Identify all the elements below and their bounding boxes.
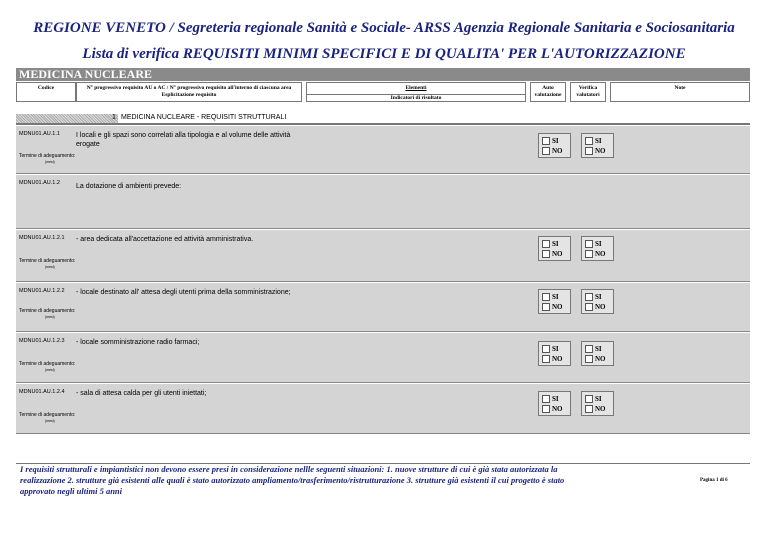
- checkbox-icon[interactable]: [585, 240, 593, 248]
- checkbox-icon[interactable]: [585, 137, 593, 145]
- requirement-code: MDNU01.AU.1.2.3: [19, 338, 65, 344]
- auto-no-option[interactable]: NO: [542, 303, 563, 311]
- checkbox-icon[interactable]: [542, 355, 550, 363]
- termine-adeguamento: Termine di adeguamento: (mesi): [19, 258, 76, 269]
- header-verifica: Verifica valutatori: [570, 82, 606, 102]
- termine-adeguamento: Termine di adeguamento: (mesi): [19, 308, 76, 319]
- header-elementi: Elementi Indicatori di risultato: [306, 82, 526, 102]
- auto-valutazione-box: [538, 289, 571, 314]
- termine-adeguamento: Termine di adeguamento: (mesi): [19, 412, 76, 423]
- header-progressivo: N° progressivo requisito AU o AC / N° progressivo requisito all'interno di ciascuna area Esplicitazione requisito: [76, 82, 302, 102]
- verifica-si-option[interactable]: SI: [585, 240, 602, 248]
- requirement-row: [16, 333, 750, 383]
- requirement-code: MDNU01.AU.1.2: [19, 180, 60, 186]
- requirement-row: [16, 230, 750, 282]
- auto-si-option[interactable]: SI: [542, 395, 559, 403]
- checkbox-icon[interactable]: [585, 355, 593, 363]
- verifica-box: [581, 133, 614, 158]
- auto-valutazione-box: [538, 341, 571, 366]
- subsection-hatch: [16, 114, 118, 123]
- requirement-desc: - locale destinato all' attesa degli utenti prima della somministrazione;: [76, 289, 291, 296]
- verifica-no-option[interactable]: NO: [585, 355, 606, 363]
- auto-valutazione-box: [538, 236, 571, 261]
- checkbox-icon[interactable]: [585, 345, 593, 353]
- verifica-box: [581, 289, 614, 314]
- requirement-row: [16, 126, 750, 174]
- auto-si-option[interactable]: SI: [542, 345, 559, 353]
- verifica-no-option[interactable]: NO: [585, 405, 606, 413]
- auto-si-option[interactable]: SI: [542, 137, 559, 145]
- verifica-box: [581, 391, 614, 416]
- verifica-box: [581, 341, 614, 366]
- requirement-desc: - area dedicata all'accettazione ed attività amministrativa.: [76, 236, 254, 243]
- auto-no-option[interactable]: NO: [542, 355, 563, 363]
- checkbox-icon[interactable]: [542, 250, 550, 258]
- subsection-divider: [16, 123, 750, 125]
- auto-no-option[interactable]: NO: [542, 147, 563, 155]
- requirement-row: [16, 283, 750, 332]
- auto-no-option[interactable]: NO: [542, 250, 563, 258]
- checkbox-icon[interactable]: [585, 147, 593, 155]
- header-note: Note: [610, 82, 750, 102]
- verifica-no-option[interactable]: NO: [585, 250, 606, 258]
- subsection-title: MEDICINA NUCLEARE - REQUISITI STRUTTURALI: [121, 114, 287, 121]
- checkbox-icon[interactable]: [585, 395, 593, 403]
- checkbox-icon[interactable]: [542, 147, 550, 155]
- checkbox-icon[interactable]: [542, 345, 550, 353]
- checkbox-icon[interactable]: [585, 405, 593, 413]
- requirement-row: [16, 175, 750, 229]
- requirement-code: MDNU01.AU.1.2.1: [19, 235, 65, 241]
- checkbox-icon[interactable]: [542, 240, 550, 248]
- checkbox-icon[interactable]: [585, 303, 593, 311]
- subsection-number: 1: [112, 114, 116, 121]
- termine-adeguamento: Termine di adeguamento: (mesi): [19, 361, 76, 372]
- checkbox-icon[interactable]: [542, 303, 550, 311]
- section-title: MEDICINA NUCLEARE: [16, 68, 750, 81]
- auto-si-option[interactable]: SI: [542, 293, 559, 301]
- requirement-desc: I locali e gli spazi sono correlati alla tipologia e al volume delle attività erogate: [76, 132, 291, 148]
- document-subtitle: Lista di verifica REQUISITI MINIMI SPECIFICI E DI QUALITA' PER L'AUTORIZZAZIONE: [82, 46, 686, 62]
- verifica-si-option[interactable]: SI: [585, 137, 602, 145]
- document-title: REGIONE VENETO / Segreteria regionale Sanità e Sociale- ARSS Agenzia Regionale Sanitaria e Sociosanitaria: [33, 20, 735, 36]
- checkbox-icon[interactable]: [542, 137, 550, 145]
- verifica-no-option[interactable]: NO: [585, 147, 606, 155]
- auto-valutazione-box: [538, 391, 571, 416]
- requirement-desc: - locale somministrazione radio farmaci;: [76, 339, 200, 346]
- verifica-si-option[interactable]: SI: [585, 395, 602, 403]
- verifica-no-option[interactable]: NO: [585, 303, 606, 311]
- requirement-row: [16, 384, 750, 434]
- auto-si-option[interactable]: SI: [542, 240, 559, 248]
- checkbox-icon[interactable]: [585, 250, 593, 258]
- requirement-code: MDNU01.AU.1.2.2: [19, 288, 65, 294]
- page-number: Pagina 1 di 6: [700, 478, 728, 483]
- checkbox-icon[interactable]: [585, 293, 593, 301]
- requirement-code: MDNU01.AU.1.2.4: [19, 389, 65, 395]
- auto-valutazione-box: [538, 133, 571, 158]
- header-auto: Auto valutazione: [530, 82, 566, 102]
- auto-no-option[interactable]: NO: [542, 405, 563, 413]
- footer-note: I requisiti strutturali e impiantistici non devono essere presi in considerazione nellle seguenti situazioni: 1. nuove strutture di cui è già stata autorizzata la realizzazione 2. strutture già esistenti alle quali è stato autorizzato ampliamento/trasferimento/ristrutturazione 3. strutture già esistenti il cui progetto è stato approvato negli ultimi 5 anni: [20, 464, 565, 496]
- header-codice: Codice: [16, 82, 76, 102]
- verifica-box: [581, 236, 614, 261]
- verifica-si-option[interactable]: SI: [585, 345, 602, 353]
- verifica-si-option[interactable]: SI: [585, 293, 602, 301]
- checkbox-icon[interactable]: [542, 405, 550, 413]
- checkbox-icon[interactable]: [542, 293, 550, 301]
- requirement-desc: La dotazione di ambienti prevede:: [76, 183, 182, 190]
- requirement-desc: - sala di attesa calda per gli utenti iniettati;: [76, 390, 207, 397]
- checkbox-icon[interactable]: [542, 395, 550, 403]
- termine-adeguamento: Termine di adeguamento: (mesi): [19, 153, 76, 164]
- requirement-code: MDNU01.AU.1.1: [19, 131, 60, 137]
